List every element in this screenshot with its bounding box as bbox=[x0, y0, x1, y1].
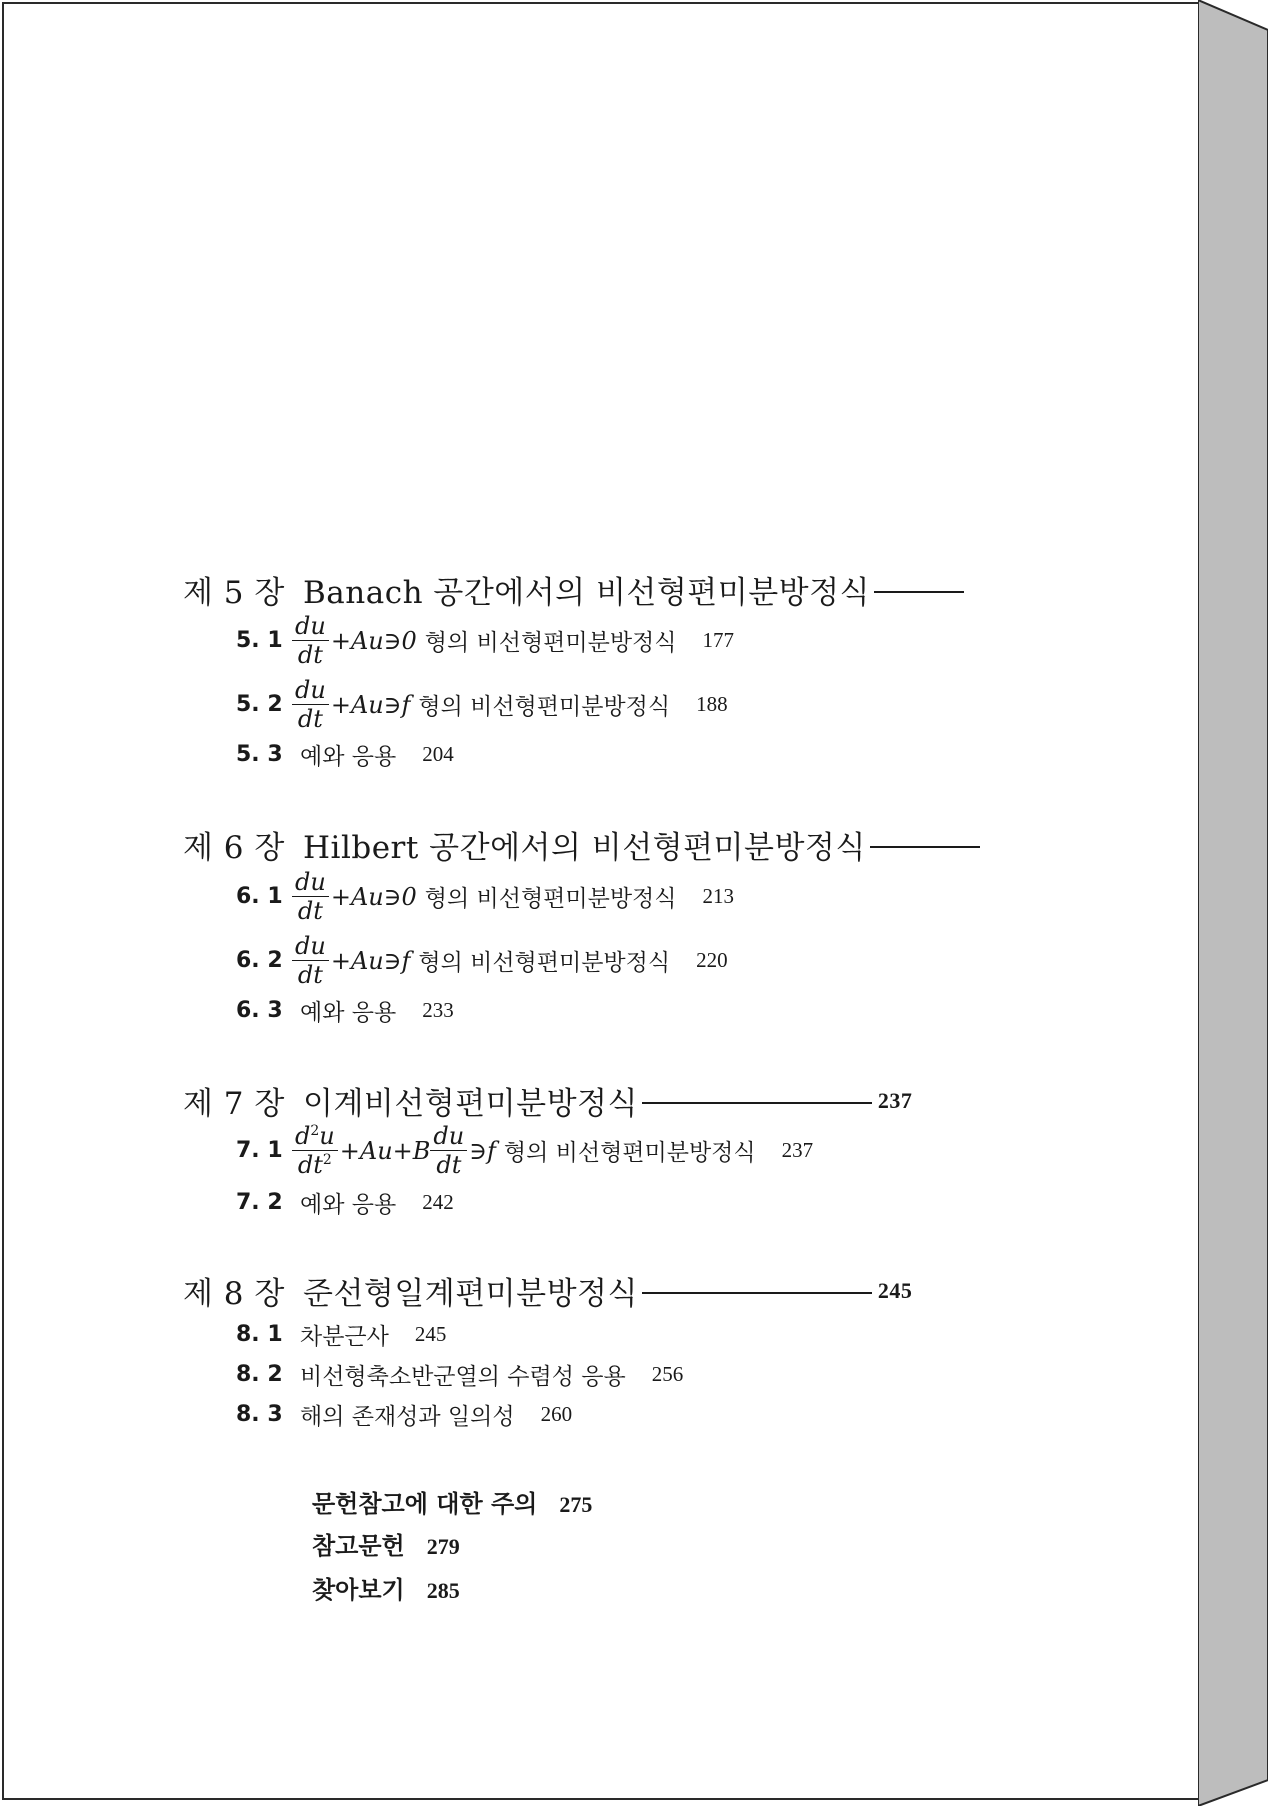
section-text: 해의 존재성과 일의성 bbox=[300, 1404, 515, 1430]
section-text: 예와 응용 bbox=[300, 1192, 397, 1218]
chapter-label: 제 5 장 bbox=[183, 575, 285, 611]
section-8-3 bbox=[236, 1398, 572, 1431]
section-5-3 bbox=[236, 738, 454, 771]
expression-tail: ∋f bbox=[469, 1136, 496, 1165]
section-number: 7. 2 bbox=[236, 1190, 283, 1215]
back-matter-index bbox=[312, 1570, 460, 1605]
leader-line bbox=[870, 846, 980, 848]
section-text: 형의 비선형편미분방정식 bbox=[503, 1140, 756, 1166]
expression: +Au∋f bbox=[330, 946, 411, 975]
section-text: 예와 응용 bbox=[300, 1000, 397, 1026]
back-matter-page: 275 bbox=[559, 1492, 593, 1517]
back-matter-notes bbox=[312, 1484, 592, 1519]
section-8-1 bbox=[236, 1318, 446, 1351]
back-matter-text: 문헌참고에 대한 주의 bbox=[312, 1490, 538, 1518]
section-6-2 bbox=[236, 934, 728, 987]
section-number: 8. 2 bbox=[236, 1362, 283, 1387]
section-page: 204 bbox=[422, 742, 454, 766]
numerator-exponent: 2 bbox=[310, 1123, 320, 1139]
section-7-1 bbox=[236, 1124, 813, 1177]
section-number: 5. 3 bbox=[236, 742, 283, 767]
expression: +Au∋f bbox=[330, 690, 411, 719]
expression-middle: +Au+B bbox=[339, 1136, 431, 1165]
chapter-5-heading bbox=[183, 567, 970, 612]
back-matter-text: 참고문헌 bbox=[312, 1532, 405, 1560]
section-number: 6. 1 bbox=[236, 884, 283, 909]
section-page: 245 bbox=[414, 1322, 447, 1346]
section-page: 188 bbox=[696, 692, 728, 716]
back-matter-page: 279 bbox=[426, 1534, 460, 1559]
chapter-label: 제 6 장 bbox=[183, 830, 285, 866]
fraction bbox=[292, 614, 329, 667]
denominator-exponent: 2 bbox=[322, 1152, 332, 1168]
chapter-7-heading bbox=[183, 1078, 912, 1123]
section-text: 예와 응용 bbox=[300, 744, 397, 770]
back-matter-page: 285 bbox=[426, 1578, 460, 1603]
section-6-1 bbox=[236, 870, 734, 923]
denominator-dt: dt bbox=[297, 1151, 323, 1179]
section-8-2 bbox=[236, 1358, 683, 1391]
chapter-title-text: Banach 공간에서의 비선형편미분방정식 bbox=[303, 575, 870, 611]
fraction bbox=[430, 1124, 467, 1177]
chapter-page: 237 bbox=[877, 1087, 913, 1113]
fraction-numerator bbox=[292, 1124, 338, 1151]
leader-line bbox=[642, 1102, 872, 1104]
fraction bbox=[292, 870, 329, 923]
section-page: 256 bbox=[651, 1362, 684, 1386]
page-edge-shading bbox=[1198, 0, 1268, 1806]
section-text: 형의 비선형편미분방정식 bbox=[424, 630, 677, 656]
section-number: 8. 1 bbox=[236, 1322, 283, 1347]
chapter-8-heading bbox=[183, 1268, 912, 1313]
fraction-denominator: dt bbox=[297, 961, 323, 989]
leader-line bbox=[874, 591, 964, 593]
section-page: 237 bbox=[781, 1138, 814, 1162]
section-text: 비선형축소반군열의 수렴성 응용 bbox=[300, 1364, 626, 1390]
fraction-numerator: du bbox=[292, 614, 329, 641]
back-matter-text: 찾아보기 bbox=[312, 1576, 405, 1604]
section-5-2 bbox=[236, 678, 728, 731]
section-text: 형의 비선형편미분방정식 bbox=[424, 886, 677, 912]
section-text: 형의 비선형편미분방정식 bbox=[418, 950, 671, 976]
section-5-1 bbox=[236, 614, 734, 667]
fraction-denominator bbox=[298, 1151, 332, 1177]
chapter-title-text: 이계비선형편미분방정식 bbox=[303, 1086, 638, 1122]
section-number: 5. 2 bbox=[236, 692, 283, 717]
section-number: 6. 2 bbox=[236, 948, 283, 973]
fraction-numerator: du bbox=[292, 678, 329, 705]
fraction bbox=[292, 934, 329, 987]
section-page: 213 bbox=[702, 884, 734, 908]
chapter-label: 제 8 장 bbox=[183, 1276, 285, 1312]
fraction bbox=[292, 678, 329, 731]
section-number: 7. 1 bbox=[236, 1138, 283, 1163]
fraction-denominator: dt bbox=[297, 705, 323, 733]
section-number: 5. 1 bbox=[236, 628, 283, 653]
section-page: 242 bbox=[422, 1190, 454, 1214]
fraction-denominator: dt bbox=[297, 897, 323, 925]
fraction-numerator: du bbox=[292, 934, 329, 961]
fraction-denominator: dt bbox=[436, 1151, 462, 1179]
section-page: 220 bbox=[696, 948, 728, 972]
chapter-page: 245 bbox=[877, 1277, 913, 1303]
fraction-second-derivative bbox=[292, 1124, 338, 1177]
numerator-u: u bbox=[319, 1122, 335, 1150]
expression: +Au∋0 bbox=[330, 626, 417, 655]
section-page: 260 bbox=[540, 1402, 573, 1426]
section-page: 177 bbox=[702, 628, 734, 652]
fraction-denominator: dt bbox=[297, 641, 323, 669]
section-text: 형의 비선형편미분방정식 bbox=[418, 694, 671, 720]
chapter-label: 제 7 장 bbox=[183, 1086, 285, 1122]
chapter-title-text: 준선형일계편미분방정식 bbox=[303, 1276, 638, 1312]
section-7-2 bbox=[236, 1186, 454, 1219]
leader-line bbox=[642, 1292, 872, 1294]
back-matter-references bbox=[312, 1526, 460, 1561]
section-text: 차분근사 bbox=[300, 1324, 389, 1350]
section-6-3 bbox=[236, 994, 454, 1027]
expression: +Au∋0 bbox=[330, 882, 417, 911]
fraction-numerator: du bbox=[292, 870, 329, 897]
fraction-numerator: du bbox=[430, 1124, 467, 1151]
chapter-title-text: Hilbert 공간에서의 비선형편미분방정식 bbox=[303, 830, 866, 866]
numerator-d: d bbox=[295, 1122, 311, 1150]
chapter-6-heading bbox=[183, 822, 986, 867]
section-number: 6. 3 bbox=[236, 998, 283, 1023]
section-number: 8. 3 bbox=[236, 1402, 283, 1427]
section-page: 233 bbox=[422, 998, 454, 1022]
